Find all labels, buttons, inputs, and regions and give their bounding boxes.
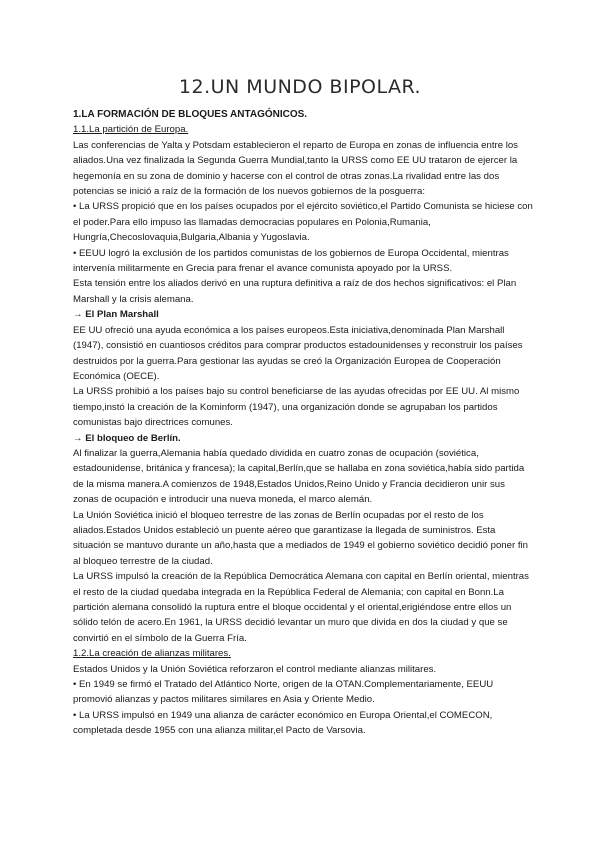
paragraph-intro: Las conferencias de Yalta y Potsdam establecieron el reparto de Europa en zonas de influencia entre los aliados.Una vez finalizada la Segunda Guerra Mundial,tanto la URSS como EE UU trataron de ejercer la hegemonía en su zona de dominio y hacerse con el control de otras zonas.La rivalidad entre las dos potencias se inició a raíz de la formación de los nuevos gobiernos de la posguerra: bbox=[73, 139, 518, 198]
bullet-urss: • La URSS propició que en los países ocupados por el ejército soviético,el Partido Comunista se hiciese con el poder.Para ello impuso las llamadas democracias populares en Polonia,Rumania, Hungría,Checoslovaquia,Bulgaria,Albania y Yugoslavia. bbox=[73, 201, 533, 244]
heading-plan-marshall: → El Plan Marshall bbox=[73, 309, 159, 321]
subsection-heading-particion: 1.1.La partición de Europa. bbox=[73, 124, 189, 136]
paragraph-berlin-3: La URSS impulsó la creación de la República Democrática Alemana con capital en Berlín oriental, mientras el resto de la ciudad quedaba integrada en la República Federal de Alemania; con capital en Bonn.La partición alemana consolidó la ruptura entre el bloque occidental y el oriental,erigiéndose entre ellos un sólido telón de acero.En 1961, la URSS decidió levantar un muro que divida en dos la ciudad y que se convirtió en el símbolo de la Guerra Fría. bbox=[73, 571, 529, 644]
bullet-otan: • En 1949 se firmó el Tratado del Atlántico Norte, origen de la OTAN.Complementariamente, EEUU promovió alianzas y pactos militares similares en Asia y Oriente Medio. bbox=[73, 679, 494, 706]
paragraph-berlin-2: La Unión Soviética inició el bloqueo terrestre de las zonas de Berlín ocupadas por el resto de los aliados.Estados Unidos estableció un puente aéreo que garantizase la llegada de suministros. Esta situación se mantuvo durante un año,hasta que a mediados de 1949 el gobierno soviético decidió poner fin al bloqueo terrestre de la ciudad. bbox=[73, 509, 528, 567]
heading-bloqueo-berlin: → El bloqueo de Berlín. bbox=[73, 432, 181, 444]
paragraph-berlin-1: Al finalizar la guerra,Alemania había quedado dividida en cuatro zonas de ocupación (soviética, estadounidense, británica y francesa); la capital,Berlín,que se hallaba en zona soviética,había sido partida de la misma manera.A comienzos de 1948,Estados Unidos,Reino Unido y Francia decidieron unir sus zonas de ocupación e introducir una nueva moneda, el marco alemán. bbox=[73, 447, 525, 506]
page-title: 12.UN MUNDO BIPOLAR. bbox=[178, 76, 422, 98]
paragraph-alianzas-intro: Estados Unidos y la Unión Soviética reforzaron el control mediante alianzas militares. bbox=[73, 663, 437, 675]
paragraph-marshall-1: EE UU ofreció una ayuda económica a los países europeos.Esta iniciativa,denominada Plan Marshall (1947), consistió en cuantiosos créditos para comprar productos estadounidenses y reconstruir los países destruidos por la guerra.Para gestionar las ayudas se creó la Organización Europea de Cooperación Económica (OECE). bbox=[73, 324, 523, 382]
bullet-eeuu: • EEUU logró la exclusión de los partidos comunistas de los gobiernos de Europa Occidental, mientras intervenía militarmente en Grecia para frenar el avance comunista apoyado por la URSS. bbox=[73, 247, 509, 275]
paragraph-tension: Esta tensión entre los aliados derivó en una ruptura definitiva a raíz de dos hechos significativos: el Plan Marshall y la crisis alemana. bbox=[73, 278, 517, 305]
subsection-heading-alianzas: 1.2.La creación de alianzas militares. bbox=[73, 648, 231, 660]
bullet-comecon: • La URSS impulsó en 1949 una alianza de carácter económico en Europa Oriental,el COMECON, completada desde 1955 con una alianza militar,el Pacto de Varsovia. bbox=[73, 709, 493, 737]
section-heading: 1.LA FORMACIÓN DE BLOQUES ANTAGÓNICOS. bbox=[73, 109, 308, 120]
document-body bbox=[73, 107, 533, 739]
paragraph-marshall-2: La URSS prohibió a los países bajo su control beneficiarse de las ayudas ofrecidas por EE UU. Al mismo tiempo,instó la creación de la Kominform (1947), una organización donde se agrupaban los partidos comunistas bajo directrices comunes. bbox=[73, 386, 520, 429]
